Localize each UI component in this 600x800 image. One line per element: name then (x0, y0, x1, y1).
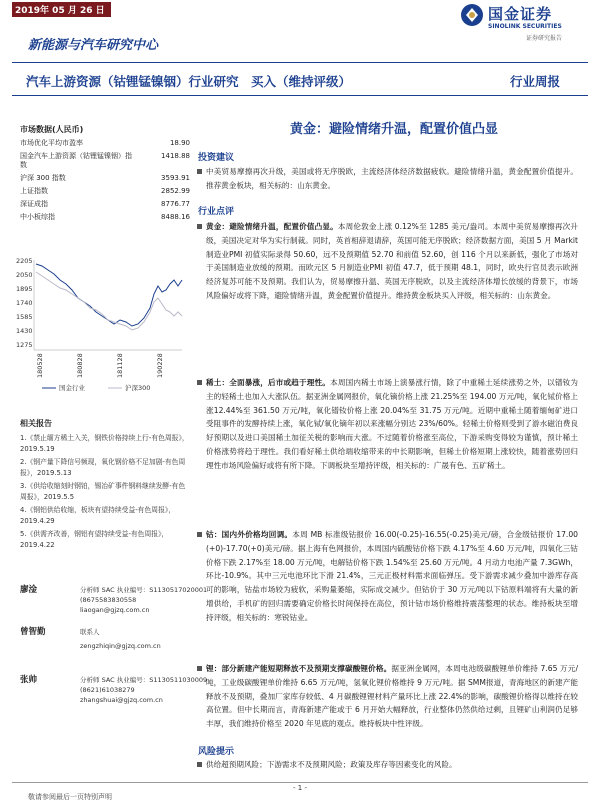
invest-paragraph (206, 165, 578, 193)
y-tick-label: 2050 (16, 271, 33, 279)
market-row-name: 深证成指 (20, 200, 48, 208)
analyst-email[interactable]: liaogan@gjzq.com.cn (80, 606, 150, 614)
x-tick-label: 190228 (156, 353, 164, 378)
series-hs300-line (36, 272, 182, 330)
market-row-name: 沪深 300 指数 (20, 174, 66, 182)
review-item-lead: 锂：部分新建产能短期释放不及预期支撑碳酸锂价格。 (206, 664, 392, 673)
title-divider (12, 95, 588, 96)
market-data-heading: 市场数据(人民币) (20, 125, 84, 134)
legend-label: 国金行业 (59, 384, 85, 392)
review-item (206, 662, 578, 731)
analyst-role: 联系人 (80, 628, 100, 636)
bullet-icon (197, 532, 202, 537)
invest-heading: 投资建议 (198, 153, 235, 163)
research-center-name: 新能源与汽车研究中心 (28, 38, 159, 53)
chart-x-ticks (36, 353, 164, 378)
chart-y-ticks (16, 257, 33, 349)
risk-paragraph (206, 758, 578, 772)
analyst-email[interactable]: zhangshuai@gjzq.com.cn (80, 696, 163, 704)
review-heading: 行业点评 (198, 207, 235, 217)
bullet-icon (197, 380, 202, 385)
market-row-value: 8488.16 (161, 213, 190, 221)
index-line-chart (12, 250, 192, 400)
analyst-role: 分析师 SAC 执业编号：S1130511030009 (80, 676, 208, 684)
analyst-name: 廖淦 (20, 585, 38, 595)
logo-name-cn: 国金证券 (488, 5, 553, 23)
logo-mark-icon (460, 3, 484, 27)
series-industry-line (36, 264, 182, 326)
market-row-value: 18.90 (169, 139, 190, 147)
market-row-name: 中小板综指 (20, 213, 55, 221)
related-report-item[interactable]: 1.《禁止缅方稀土入关，钢铁价格持续上行-有色周报》，2019.5.19 (20, 434, 189, 453)
logo-name-en: SINOLINK SECURITIES (488, 23, 562, 30)
header-divider (12, 62, 588, 63)
review-item-text: 本周伦敦金上涨 0.12%至 1285 美元/盎司。本周中美贸易摩擦再次升级，美国决定对华为实行制裁。同时，英首相辞退请辞，英国可能无序脱欧；经济数据方面，美国 5 月 Markit 制造业PMI 初值实际录得 50.60，远不及预期值 52.70 和前值 52.60，创 116 个月以来新低，强化了市场对于美国制造业放缓的预期。而欧元区 5 月制造业PMI 初值 47.7，低于预期 48.1，同时，欧央行官员表示欧洲经济复苏可能不及预期。我们认为，贸易摩擦升温、英国无序脱欧，以及主流经济体增长放缓的背景下，市场风险偏好或将下降，避险情绪升温，黄金配置价值提升。维持黄金板块买入评级，相关标的：山东黄金。 (206, 222, 578, 300)
x-tick-label: 180528 (36, 353, 44, 378)
related-reports-heading: 相关报告 (20, 419, 52, 428)
legend-label: 沪深300 (125, 384, 151, 392)
risk-heading: 风险提示 (198, 747, 235, 757)
market-row-value: 8776.77 (161, 200, 190, 208)
bullet-icon (197, 169, 202, 174)
review-item-lead: 稀土：全面暴涨，后市或趋于理性。 (206, 378, 331, 387)
bullet-icon (197, 762, 202, 767)
market-row-name: 国金汽车上游资源（钴锂锰镍铟）指数 (20, 152, 132, 169)
bullet-icon (197, 224, 202, 229)
bullet-icon (197, 666, 202, 671)
review-item (206, 220, 578, 303)
related-report-item[interactable]: 2.《钢产量下降信号频现，氧化钢价格不足加剧-有色周报》，2019.5.13 (20, 458, 186, 477)
x-tick-label: 180828 (76, 353, 84, 378)
review-item (206, 528, 578, 625)
market-row-value: 3593.91 (161, 174, 190, 182)
review-item-lead: 钴：国内外价格均回调。 (206, 530, 293, 539)
review-item-text: 本周国内稀土市场上演暴涨行情，除了中重稀土延续涨势之外，以镨钕为主的轻稀土也加入大涨队伍。据亚洲金属网报价，氧化镝价格上涨 21.25%至 194.00 万元/吨，氧化铽价格上涨12.44%至 361.50 万元/吨，氧化镨钕价格上涨 20.04%至 31.75 万元/吨。近期中重稀土随着缅甸矿进口受阻事件的发酵持续上涨，氧化铽/氧化镝年初以来涨幅分别达 23%/60%。轻稀土价格则受到了游水磁泊费良好预期以及进口美国稀土加征关税的影响而大涨。不过随着价格涨至高位，下游采购变得较为谨慎，预计稀土价格涨势将趋于理性。我们看好稀土供给端收缩带来的中长期影响，但稀土价格短期上涨较快，随着涨势回归理性市场风险偏好或将有所下降。下调板块至增持评级，相关标的：广晟有色、五矿稀土。 (206, 378, 579, 470)
review-item-lead: 黄金：避险情绪升温，配置价值凸显。 (206, 222, 338, 231)
y-tick-label: 1430 (16, 327, 33, 335)
market-row-value: 1418.88 (161, 152, 190, 160)
market-row-name: 上证指数 (20, 187, 48, 195)
review-item (206, 376, 578, 473)
review-item-text: 本周 MB 标准级钴报价 16.00(-0.25)-16.55(-0.25)美元/磅，合金级钴报价 17.00(+0)-17.70(+0)美元/磅。据上海有色网报价，本周国内硫酸钴价格下跌 4.17%至 4.60 万元/吨，四氧化三钴价格下跌 2.17%至 18.00 万元/吨，电解钴价格下跌 1.54%至 25.60 万元/吨。4 月动力电池产量 7.3GWh，环比-10.9%。其中三元电池环比下滑 21.4%，三元正极材料需求面临弹压。受下游需求减少叠加中游库存高可的影响，钴盐市场较为疲软，采购量萎缩，实际成交减少。但钴价于 30 万元/吨以下钴原料端将有大量的新增供给，手机矿的回归需要确定价格长时间保持在高位，预计钴市场价格维持震荡整理的状态。维持板块至增持评级，相关标的：寒锐钴业。 (206, 530, 578, 622)
related-report-item[interactable]: 5.《供需齐改善，钢铝有望持续受益-有色周报》，2019.4.22 (20, 530, 169, 549)
market-row-value: 2852.99 (161, 187, 190, 195)
chart-legend (42, 383, 150, 392)
y-tick-label: 2205 (16, 257, 33, 265)
market-row-name: 市场优化平均市盈率 (20, 139, 83, 147)
analyst-phone: (8675583830558 (80, 596, 137, 604)
analyst-name: 张帅 (20, 675, 38, 685)
review-item-text: 据亚洲金属网，本周电池级碳酸锂单价维持 7.65 万元/吨，工业级碳酸锂单价维持 6.65 万元/吨，氢氧化锂价格维持 9 万元/吨。据 SMM报道，青海地区的新建产能释放不及预期，叠加厂家库存较低、4 月碳酸锂锂材料产量环比上涨 22.4%的影响，碳酸锂价格得以维持在较高位置。但中长期而言，青海新建产能或于 6 月开始大幅释放，行业整体仍然供给过剩，且锂矿山利润仍足够丰厚，我们维持价格至 2020 年见底的观点。维持板块中性评级。 (206, 664, 579, 729)
main-title: 黄金：避险情绪升温，配置价值凸显 (289, 122, 498, 137)
y-tick-label: 1740 (16, 299, 33, 307)
related-report-item[interactable]: 4.《钢铝供给收缩，板块有望持续受益-有色周报》，2019.4.29 (20, 506, 176, 525)
y-tick-label: 1275 (16, 341, 33, 349)
x-tick-label: 181128 (116, 353, 124, 378)
analyst-role: 分析师 SAC 执业编号：S1130517020001 (80, 586, 208, 594)
analyst-phone: (8621)61038279 (80, 686, 135, 694)
footer-divider (12, 782, 588, 783)
invest-text: 中美贸易摩擦再次升级，美国或将无序脱欧，主流经济体经济数据疲软。避险情绪升温，黄金配置价值提升。推荐黄金板块，相关标的：山东黄金。 (206, 167, 578, 190)
related-report-item[interactable]: 3.《供给收缩刻时钢铂，锡冶矿事件钢料继续发酵-有色周报》，2019.5.5 (20, 482, 186, 501)
report-title: 汽车上游资源（钴锂锰镍铟）行业研究 买入（维持评级） (26, 74, 352, 89)
page-number: - 1 - (293, 784, 307, 792)
footer-disclaimer: 敬请参阅最后一页特别声明 (28, 793, 112, 800)
report-type: 行业周报 (510, 74, 561, 89)
logo-subtitle: 证券研究报告 (526, 35, 563, 42)
y-tick-label: 1585 (16, 313, 33, 321)
y-tick-label: 1895 (16, 285, 33, 293)
brand-logo (460, 3, 590, 42)
analyst-email[interactable]: zengzhiqin@gjzq.com.cn (80, 642, 161, 650)
report-date: 2019年 05 月 26 日 (12, 2, 111, 17)
risk-text: 供给超预期风险；下游需求不及预期风险；政策及库存等因素变化的风险。 (206, 760, 457, 769)
analyst-name: 曾智勤 (20, 627, 46, 637)
